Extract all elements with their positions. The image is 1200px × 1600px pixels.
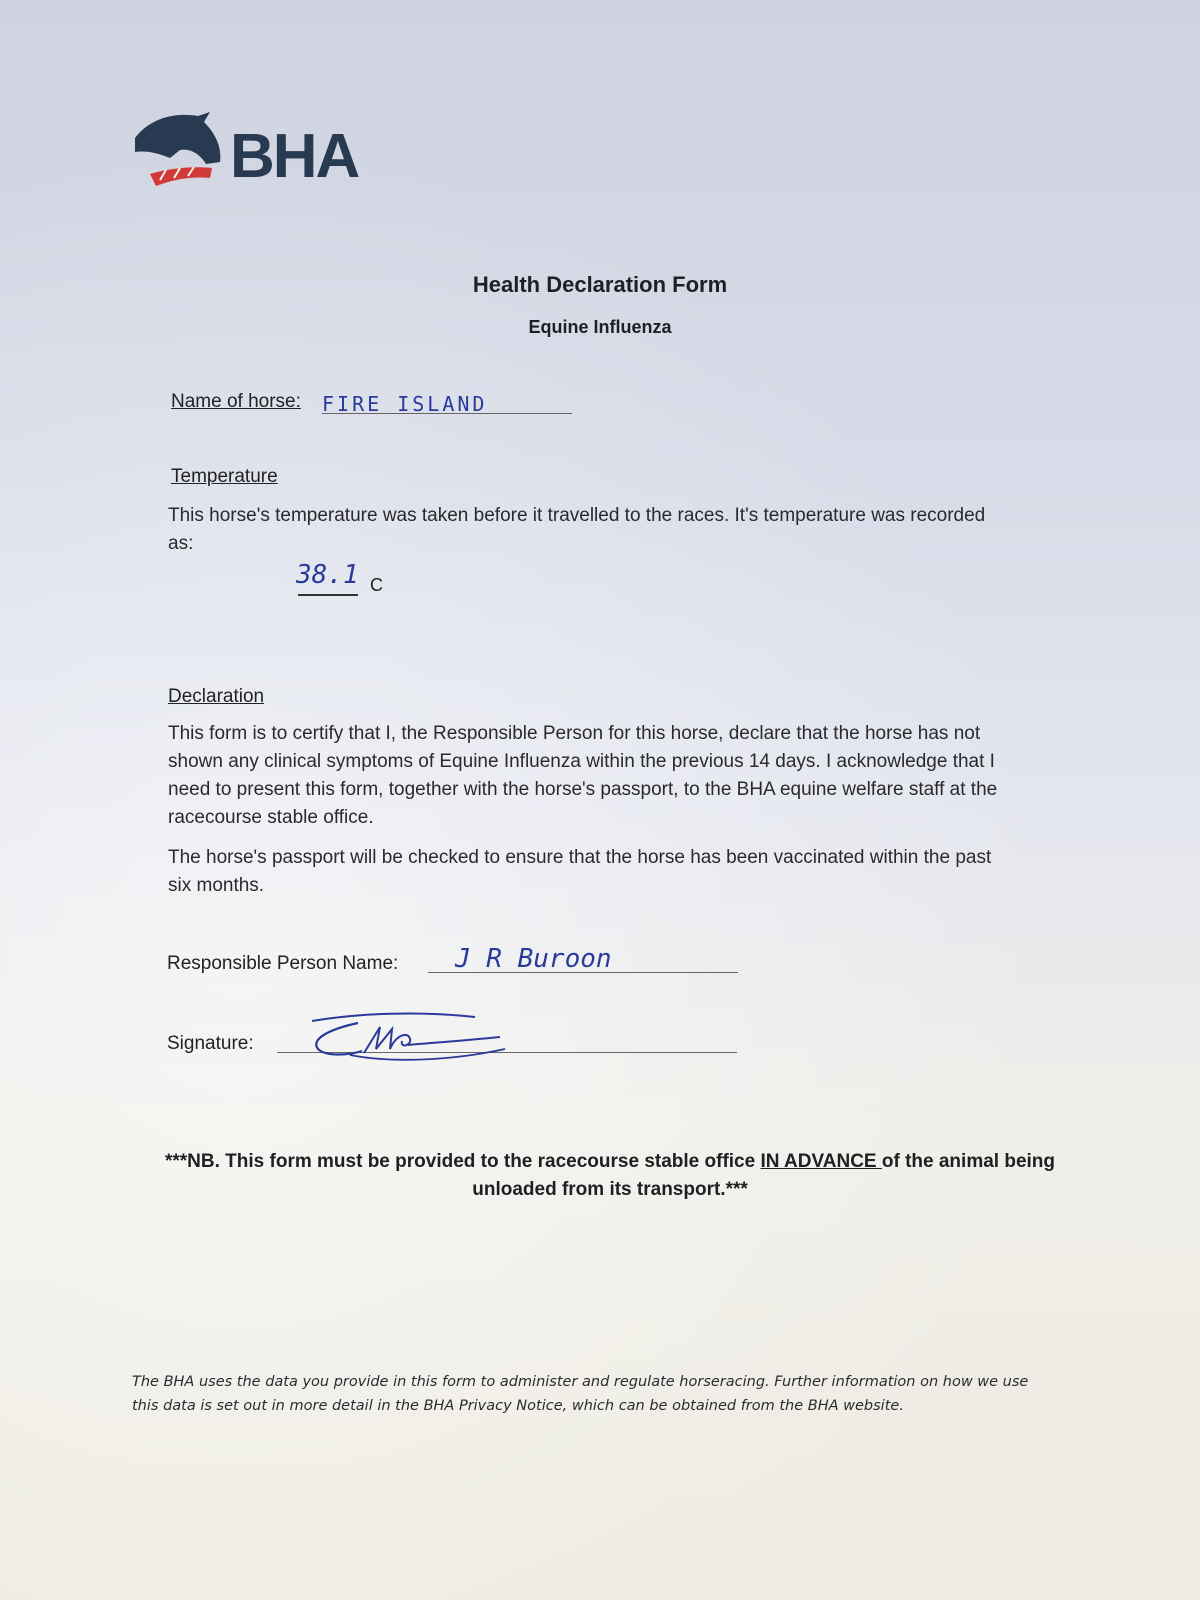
declaration-heading: Declaration <box>168 686 265 707</box>
advance-notice <box>150 1148 1070 1204</box>
logo-text: BHA <box>230 122 359 191</box>
responsible-person-label: Responsible Person Name: <box>167 953 399 974</box>
declaration-paragraph-2: The horse's passport will be checked to ensure that the horse has been vaccinated within the past six months. <box>168 847 992 896</box>
signature-label: Signature: <box>167 1033 254 1054</box>
temperature-text: This horse's temperature was taken before it travelled to the races. It's temperature was recorded as: <box>168 505 986 554</box>
form-title: Health Declaration Form <box>472 272 728 297</box>
temperature-value[interactable]: 38.1 <box>296 560 359 590</box>
horse-name-label: Name of horse: <box>171 391 301 412</box>
bha-logo <box>130 108 370 192</box>
notice-emphasis: IN ADVANCE <box>760 1151 882 1172</box>
horse-name-value[interactable]: FIRE ISLAND <box>322 392 488 416</box>
privacy-footer: The BHA uses the data you provide in this form to administer and regulate horseracing. Further information on how we use this data is set out in more detail in the BHA Privacy Notice, which can be obtained from the BHA website. <box>132 1374 1029 1414</box>
horse-head-icon <box>130 108 230 192</box>
declaration-paragraph-1: This form is to certify that I, the Responsible Person for this horse, declare that the horse has not shown any clinical symptoms of Equine Influenza within the previous 14 days. I acknowledge that I need to present this form, together with the horse's passport, to the BHA equine welfare staff at the racecourse stable office. <box>168 723 998 828</box>
form-subtitle: Equine Influenza <box>528 317 672 337</box>
notice-suffix: of the animal being unloaded from its transport.*** <box>472 1151 1055 1200</box>
responsible-person-value[interactable]: J R Buroon <box>455 944 612 974</box>
temperature-heading: Temperature <box>171 466 278 487</box>
temperature-unit: C <box>370 575 383 595</box>
notice-prefix: ***NB. This form must be provided to the racecourse stable office <box>165 1151 761 1172</box>
temperature-line <box>298 594 358 596</box>
signature-drawing[interactable] <box>300 1005 520 1075</box>
